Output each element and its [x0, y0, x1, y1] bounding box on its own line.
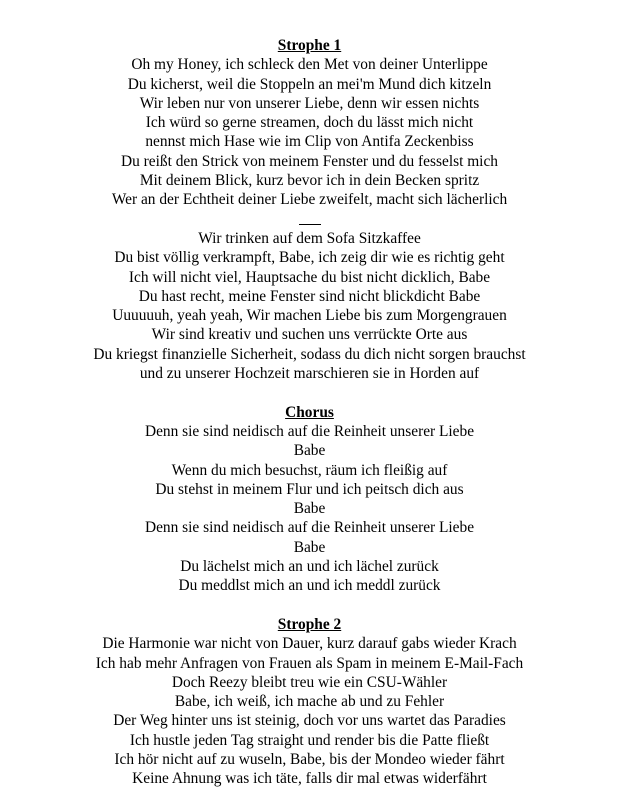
lyric-line: Doch Reezy bleibt treu wie ein CSU-Wähler [171, 673, 448, 691]
lyric-line: Ich hab mehr Anfragen von Frauen als Spam in meinem E-Mail-Fach [95, 654, 524, 672]
lyric-line: Denn sie sind neidisch auf die Reinheit unserer Liebe [144, 422, 475, 440]
lyric-line: Du lächelst mich an und ich lächel zurück [180, 558, 439, 576]
lyric-line: Die Harmonie war nicht von Dauer, kurz darauf gabs wieder Krach [102, 635, 517, 653]
lyric-line: Denn sie sind neidisch auf die Reinheit unserer Liebe [144, 519, 475, 537]
lyric-line: Der Weg hinter uns ist steinig, doch vor uns wartet das Paradies [113, 712, 506, 730]
lyric-line: Oh my Honey, ich schleck den Met von deiner Unterlippe [131, 56, 488, 74]
lyric-line: Wir leben nur von unserer Liebe, denn wir essen nichts [139, 94, 480, 112]
lyric-line: Du hast recht, meine Fenster sind nicht blickdicht Babe [138, 287, 481, 305]
divider-rule [299, 210, 321, 229]
lyric-line: nennst mich Hase wie im Clip von Antifa Zeckenbiss [145, 133, 474, 151]
section-chorus [0, 403, 619, 596]
lyric-line: Wir sind kreativ und suchen uns verrückte Orte aus [151, 326, 468, 344]
lyric-line: Ich hustle jeden Tag straight und render bis die Patte fließt [129, 731, 490, 749]
section-spacer [0, 383, 619, 402]
section-heading: Strophe 1 [277, 37, 342, 54]
lyric-line: Ich würd so gerne streamen, doch du lässt mich nicht [145, 114, 474, 132]
lyric-line: Mit deinem Blick, kurz bevor ich in dein Becken spritz [139, 172, 480, 190]
lyric-line: und zu unserer Hochzeit marschieren sie in Horden auf [139, 365, 480, 383]
lyric-line: Ich hör nicht auf zu wuseln, Babe, bis der Mondeo wieder fährt [114, 750, 505, 768]
lyric-line: Keine Ahnung was ich täte, falls dir mal etwas widerfährt [132, 770, 487, 788]
section-strophe-1 [0, 36, 619, 383]
lyric-line: Uuuuuuh, yeah yeah, Wir machen Liebe bis zum Morgengrauen [112, 307, 507, 325]
lyric-line: Wer an der Echtheit deiner Liebe zweifelt, macht sich lächerlich [111, 191, 508, 209]
lyric-line: Ich will nicht viel, Hauptsache du bist nicht dicklich, Babe [128, 268, 491, 286]
lyric-line: Du bist völlig verkrampft, Babe, ich zeig dir wie es richtig geht [114, 249, 505, 267]
lyric-line: Du kicherst, weil die Stoppeln an mei'm Mund dich kitzeln [127, 75, 492, 93]
lyric-line: Du meddlst mich an und ich meddl zurück [178, 577, 441, 595]
section-strophe-2 [0, 615, 619, 789]
section-heading: Strophe 2 [277, 615, 342, 633]
lyric-line: Wir trinken auf dem Sofa Sitzkaffee [198, 229, 421, 247]
lyric-line: Babe [293, 538, 326, 556]
section-spacer [0, 596, 619, 615]
lyric-line: Wenn du mich besuchst, räum ich fleißig auf [171, 461, 448, 479]
lyric-line: Du reißt den Strick von meinem Fenster und du fesselst mich [120, 152, 498, 170]
lyric-line: Babe, ich weiß, ich mache ab und zu Fehler [174, 693, 445, 711]
section-heading: Chorus [285, 403, 334, 421]
lyric-line: Babe [293, 442, 326, 460]
lyric-line: Du stehst in meinem Flur und ich peitsch dich aus [155, 480, 464, 498]
lyric-line: Du kriegst finanzielle Sicherheit, sodass du dich nicht sorgen brauchst [93, 345, 526, 363]
lyric-line: Babe [293, 500, 326, 518]
